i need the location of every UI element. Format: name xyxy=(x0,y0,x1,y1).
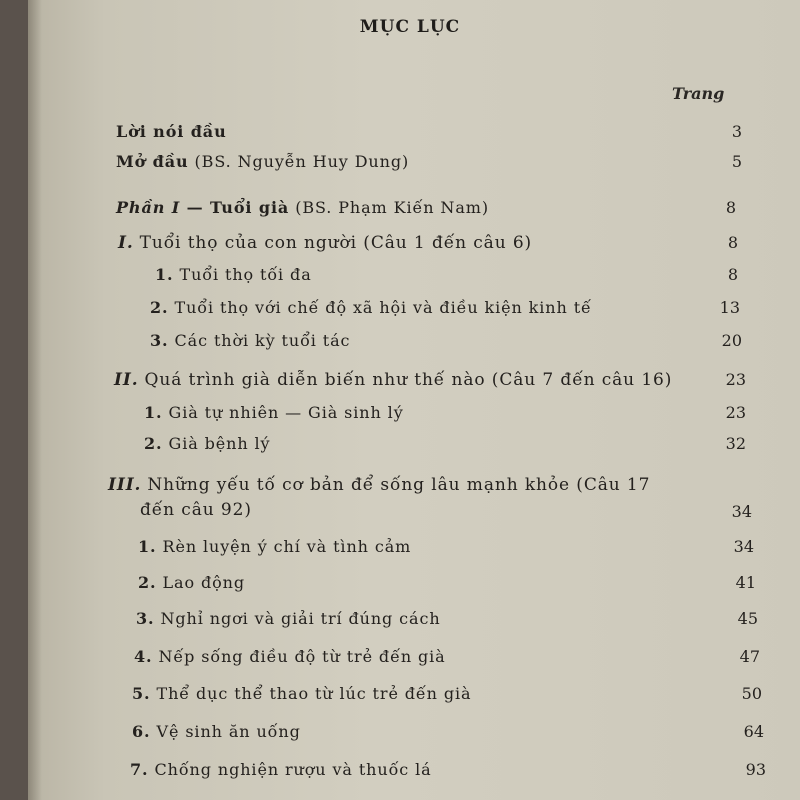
toc-subentry xyxy=(0,537,800,563)
entry-page: 13 xyxy=(719,298,740,317)
toc-subentry xyxy=(0,331,800,357)
toc-part-entry xyxy=(0,198,800,224)
entry-page: 3 xyxy=(731,122,742,141)
subentry-number: 1. xyxy=(138,537,157,556)
subentry-number: 2. xyxy=(144,434,163,453)
section-number: II. xyxy=(114,370,139,390)
entry-author: (BS. Nguyễn Huy Dung) xyxy=(188,152,410,171)
subentry-number: 4. xyxy=(134,647,153,666)
subentry-number: 3. xyxy=(150,331,169,350)
entry-title: Tuổi thọ của con người (Câu 1 đến câu 6) xyxy=(139,233,533,253)
entry-page: 5 xyxy=(731,152,742,171)
entry-page: 34 xyxy=(731,502,752,521)
toc-subentry xyxy=(0,722,800,748)
section-number: III. xyxy=(108,475,142,495)
toc-entry xyxy=(0,152,800,178)
part-number: Phần I xyxy=(116,198,181,217)
entry-page: 8 xyxy=(725,198,736,217)
entry-title: Già tự nhiên — Già sinh lý xyxy=(168,403,404,422)
entry-title: Những yếu tố cơ bản để sống lâu mạnh khỏe (Câu 17 xyxy=(147,475,651,495)
subentry-number: 5. xyxy=(132,684,151,703)
page-title: MỤC LỤC xyxy=(359,17,461,37)
entry-title: Già bệnh lý xyxy=(168,434,271,453)
entry-page: 93 xyxy=(745,760,766,779)
toc-entry xyxy=(0,122,800,148)
page-column-label: Trang xyxy=(672,84,725,103)
entry-title-continuation: đến câu 92) xyxy=(140,500,252,520)
subentry-number: 1. xyxy=(144,403,163,422)
subentry-number: 6. xyxy=(132,722,151,741)
toc-subentry xyxy=(0,760,800,786)
subentry-number: 3. xyxy=(136,609,155,628)
entry-title: Nghỉ ngơi và giải trí đúng cách xyxy=(160,609,441,628)
toc-subentry xyxy=(0,647,800,673)
entry-title: Vệ sinh ăn uống xyxy=(156,722,301,741)
entry-page: 47 xyxy=(739,647,760,666)
entry-page: 20 xyxy=(721,331,742,350)
entry-page: 45 xyxy=(737,609,758,628)
entry-title: Lao động xyxy=(162,573,246,592)
entry-page: 23 xyxy=(725,403,746,422)
toc-section-entry xyxy=(0,475,800,501)
entry-title: Quá trình già diễn biến như thế nào (Câu 7 đến câu 16) xyxy=(144,370,673,390)
entry-title: Thể dục thể thao từ lúc trẻ đến già xyxy=(156,684,472,703)
entry-title: Tuổi thọ với chế độ xã hội và điều kiện kinh tế xyxy=(174,298,592,317)
section-number: I. xyxy=(118,233,134,253)
entry-page: 34 xyxy=(733,537,754,556)
toc-subentry xyxy=(0,609,800,635)
subentry-number: 1. xyxy=(155,265,174,284)
entry-title: Các thời kỳ tuổi tác xyxy=(174,331,351,350)
entry-page: 41 xyxy=(735,573,756,592)
subentry-number: 2. xyxy=(138,573,157,592)
entry-author: (BS. Phạm Kiến Nam) xyxy=(289,198,489,217)
entry-page: 8 xyxy=(727,265,738,284)
toc-subentry xyxy=(0,573,800,599)
entry-title: Rèn luyện ý chí và tình cảm xyxy=(162,537,412,556)
toc-subentry xyxy=(0,684,800,710)
entry-title: Lời nói đầu xyxy=(116,122,227,141)
entry-page: 50 xyxy=(741,684,762,703)
entry-title: Chống nghiện rượu và thuốc lá xyxy=(154,760,432,779)
entry-title: Tuổi thọ tối đa xyxy=(179,265,312,284)
toc-subentry xyxy=(0,434,800,460)
toc-subentry xyxy=(0,265,800,291)
entry-page: 32 xyxy=(725,434,746,453)
toc-section-page xyxy=(0,502,800,528)
entry-title: — Tuổi già xyxy=(180,198,290,217)
toc-subentry xyxy=(0,403,800,429)
entry-page: 8 xyxy=(727,233,738,252)
subentry-number: 2. xyxy=(150,298,169,317)
entry-page: 64 xyxy=(743,722,764,741)
toc-section-entry xyxy=(0,233,800,259)
entry-title: Mở đầu xyxy=(116,152,189,171)
toc-subentry xyxy=(0,298,800,324)
entry-title: Nếp sống điều độ từ trẻ đến già xyxy=(158,647,446,666)
subentry-number: 7. xyxy=(130,760,149,779)
book-page xyxy=(28,0,800,800)
entry-page: 23 xyxy=(725,370,746,389)
toc-section-entry xyxy=(0,370,800,396)
